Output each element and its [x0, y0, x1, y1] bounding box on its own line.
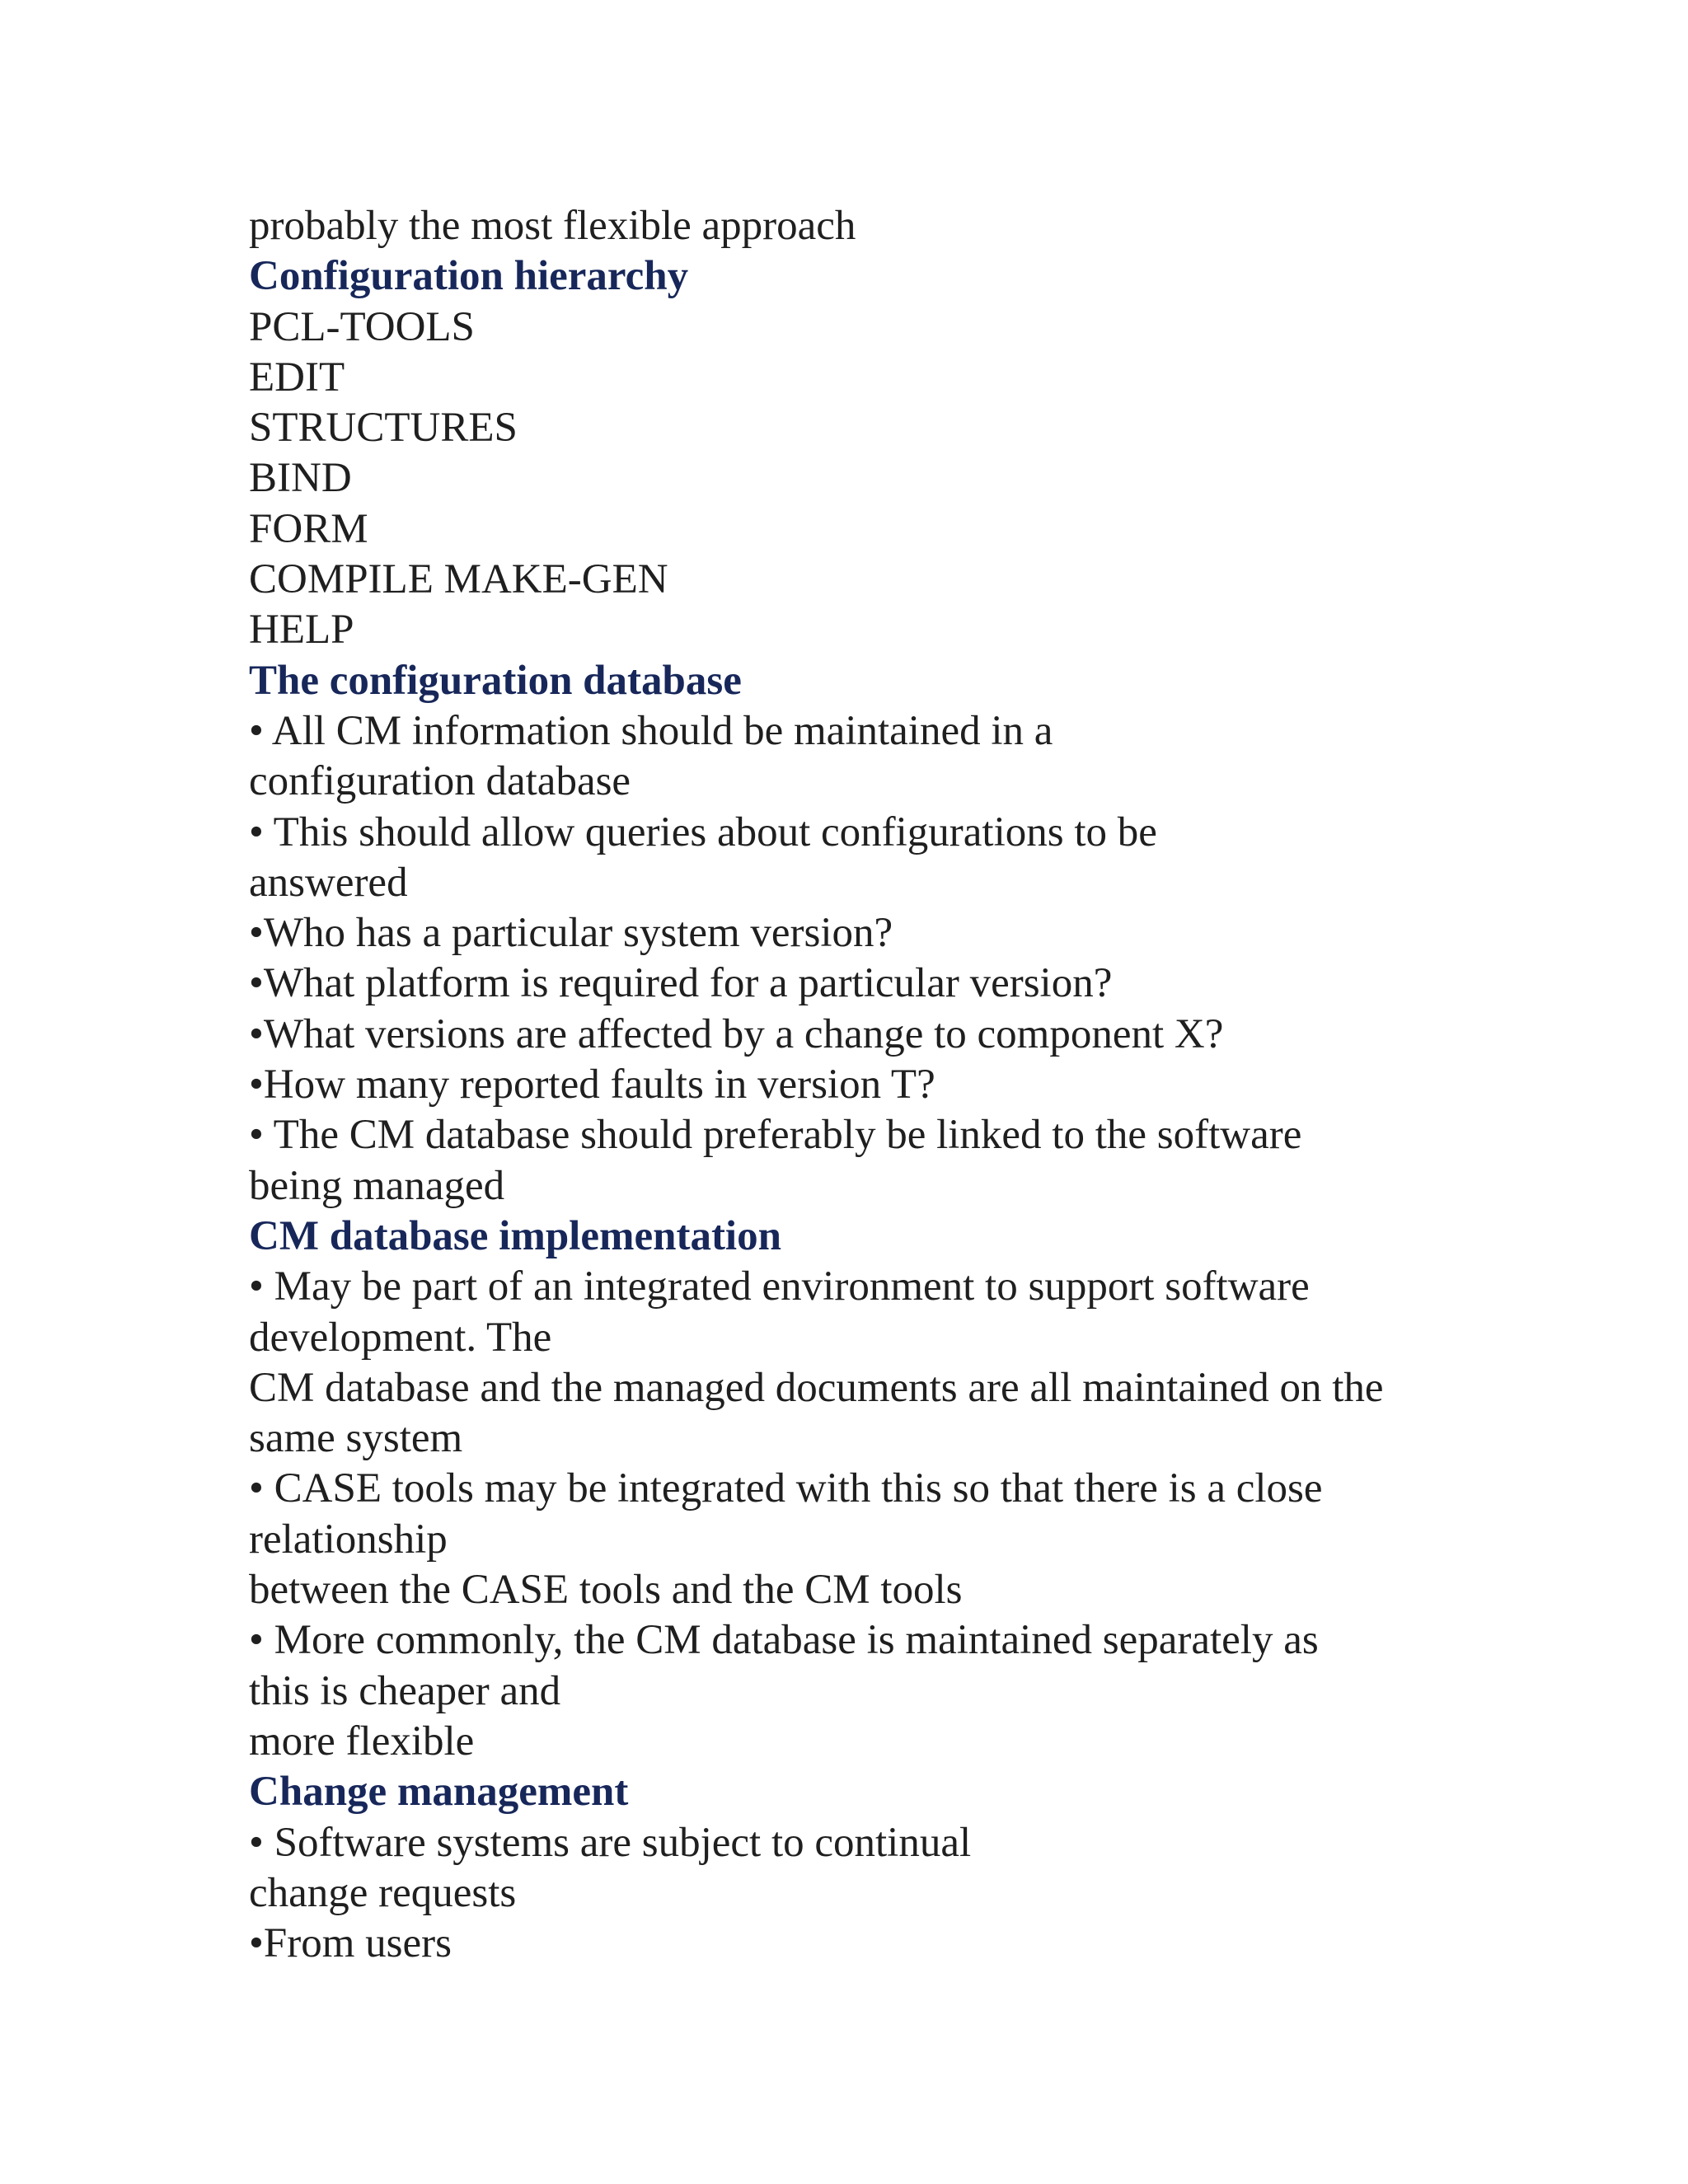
hierarchy-item: EDIT [249, 354, 345, 401]
bullet-line: •What versions are affected by a change to component X? [249, 1010, 1224, 1057]
bullet-line: • CASE tools may be integrated with this so that there is a close [249, 1465, 1323, 1512]
bullet-line: • All CM information should be maintained in a [249, 707, 1053, 754]
text-line: this is cheaper and [249, 1667, 561, 1714]
text-line: between the CASE tools and the CM tools [249, 1567, 963, 1614]
section-heading: CM database implementation [249, 1212, 781, 1259]
hierarchy-item: COMPILE MAKE-GEN [249, 556, 668, 603]
bullet-line: •What platform is required for a particular version? [249, 960, 1113, 1007]
hierarchy-item: STRUCTURES [249, 405, 518, 452]
section-heading: Configuration hierarchy [249, 253, 689, 300]
bullet-line: • More commonly, the CM database is maintained separately as [249, 1617, 1319, 1664]
bullet-line: •From users [249, 1920, 452, 1967]
document-page [249, 201, 1535, 1969]
hierarchy-item: BIND [249, 455, 352, 502]
bullet-line: • The CM database should preferably be linked to the software [249, 1112, 1302, 1159]
text-line: configuration database [249, 758, 631, 805]
bullet-line: • Software systems are subject to continual [249, 1819, 972, 1866]
bullet-line: • This should allow queries about configurations to be [249, 808, 1157, 855]
hierarchy-item: HELP [249, 607, 354, 654]
text-line: probably the most flexible approach [249, 203, 856, 249]
section-heading: Change management [249, 1769, 629, 1816]
bullet-line: •How many reported faults in version T? [249, 1062, 935, 1108]
bullet-line: •Who has a particular system version? [249, 910, 893, 957]
bullet-line: • May be part of an integrated environment to support software [249, 1263, 1310, 1310]
text-line: same system [249, 1415, 463, 1462]
text-line: relationship [249, 1516, 448, 1563]
text-line: CM database and the managed documents are all maintained on the [249, 1364, 1384, 1411]
text-line: answered [249, 859, 408, 906]
text-line: development. The [249, 1314, 552, 1361]
section-heading: The configuration database [249, 657, 742, 704]
text-line: being managed [249, 1162, 505, 1209]
hierarchy-item: FORM [249, 505, 368, 552]
text-line: change requests [249, 1869, 517, 1916]
text-line: more flexible [249, 1718, 475, 1765]
hierarchy-item: PCL-TOOLS [249, 303, 475, 350]
